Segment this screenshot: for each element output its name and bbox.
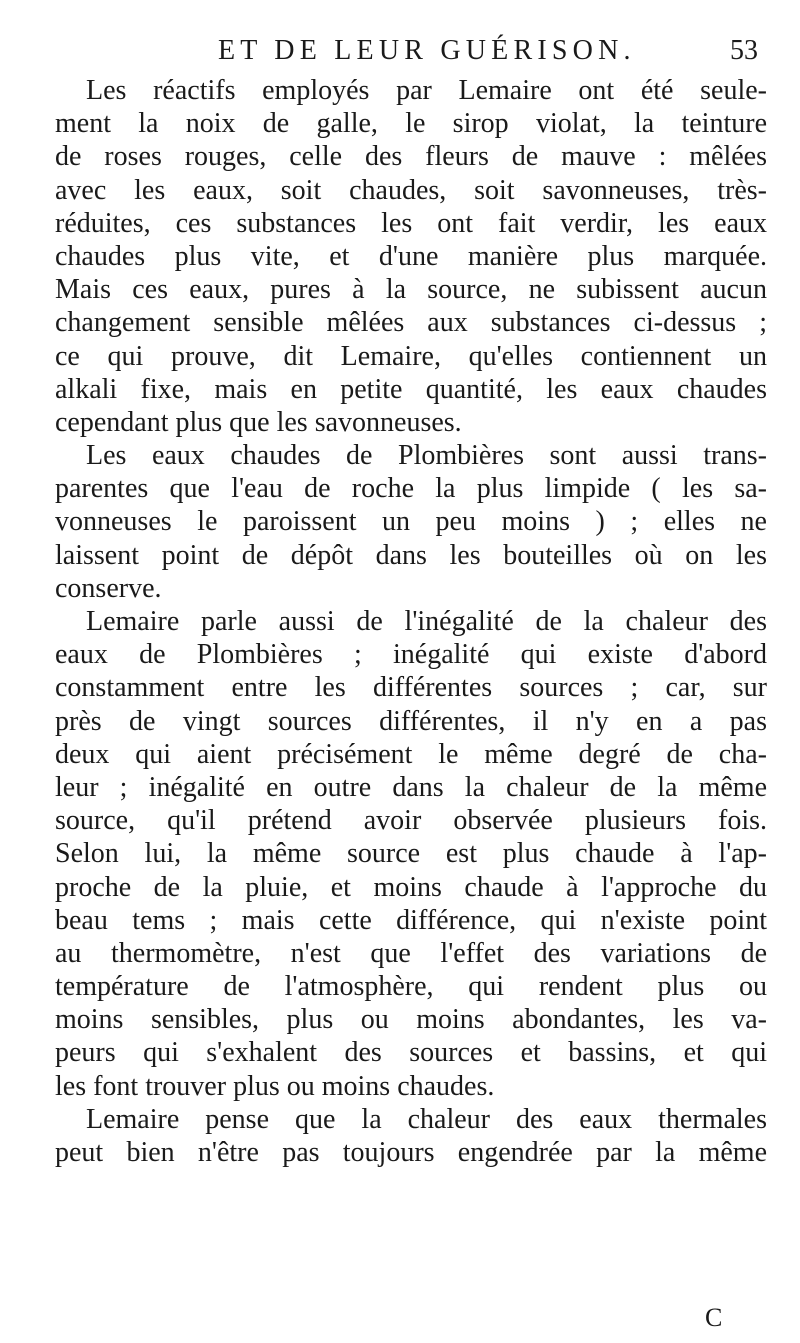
body-text (55, 74, 767, 1169)
running-title: ET DE LEUR GUÉRISON. (218, 35, 636, 66)
text-line: peurs qui s'exhalent des sources et bassins, et qui (55, 1037, 767, 1069)
text-line: changement sensible mêlées aux substances ci-dessus ; (55, 307, 767, 339)
text-line: les font trouver plus ou moins chaudes. (55, 1070, 495, 1102)
text-line: parentes que l'eau de roche la plus limpide ( les sa- (55, 473, 767, 505)
text-line: avec les eaux, soit chaudes, soit savonneuses, très- (55, 174, 767, 206)
text-line: ce qui prouve, dit Lemaire, qu'elles contiennent un (55, 340, 767, 372)
text-line: proche de la pluie, et moins chaude à l'approche du (55, 871, 767, 903)
text-line: alkali fixe, mais en petite quantité, les eaux chaudes (55, 373, 767, 405)
text-line: Lemaire pense que la chaleur des eaux thermales (86, 1103, 767, 1135)
text-line: source, qu'il prétend avoir observée plusieurs fois. (55, 805, 767, 837)
text-line: réduites, ces substances les ont fait verdir, les eaux (55, 207, 767, 239)
text-line: chaudes plus vite, et d'une manière plus marquée. (55, 240, 767, 272)
text-line: Selon lui, la même source est plus chaude à l'ap- (55, 838, 767, 870)
text-line: ment la noix de galle, le sirop violat, la teinture (55, 108, 767, 140)
text-line: vonneuses le paroissent un peu moins ) ; elles ne (55, 506, 767, 538)
text-line: Lemaire parle aussi de l'inégalité de la chaleur des (86, 606, 767, 637)
text-line: peut bien n'être pas toujours engendrée par la même (55, 1137, 767, 1168)
text-line: constamment entre les différentes sources ; car, sur (55, 672, 767, 704)
text-line: leur ; inégalité en outre dans la chaleur de la même (55, 771, 767, 803)
text-line: température de l'atmosphère, qui rendent plus ou (55, 971, 767, 1003)
text-line: cependant plus que les savonneuses. (55, 406, 462, 438)
text-line: conserve. (55, 572, 162, 604)
text-line: beau tems ; mais cette différence, qui n'existe point (55, 904, 767, 936)
text-line: Les réactifs employés par Lemaire ont été seule- (86, 75, 767, 106)
text-line: près de vingt sources différentes, il n'y en a pas (55, 705, 767, 737)
text-line: eaux de Plombières ; inégalité qui existe d'abord (55, 639, 767, 671)
text-line: laissent point de dépôt dans les bouteilles où on les (55, 539, 767, 571)
signature-mark: C (705, 1303, 723, 1332)
text-line: Les eaux chaudes de Plombières sont aussi trans- (86, 440, 767, 472)
running-head (0, 34, 800, 74)
text-line: au thermomètre, n'est que l'effet des variations de (55, 937, 767, 969)
text-line: de roses rouges, celle des fleurs de mauve : mêlées (55, 141, 767, 173)
text-line: deux qui aient précisément le même degré de cha- (55, 738, 767, 770)
page-number: 53 (730, 35, 758, 66)
text-line: Mais ces eaux, pures à la source, ne subissent aucun (55, 274, 767, 306)
text-line: moins sensibles, plus ou moins abondantes, les va- (55, 1004, 767, 1036)
